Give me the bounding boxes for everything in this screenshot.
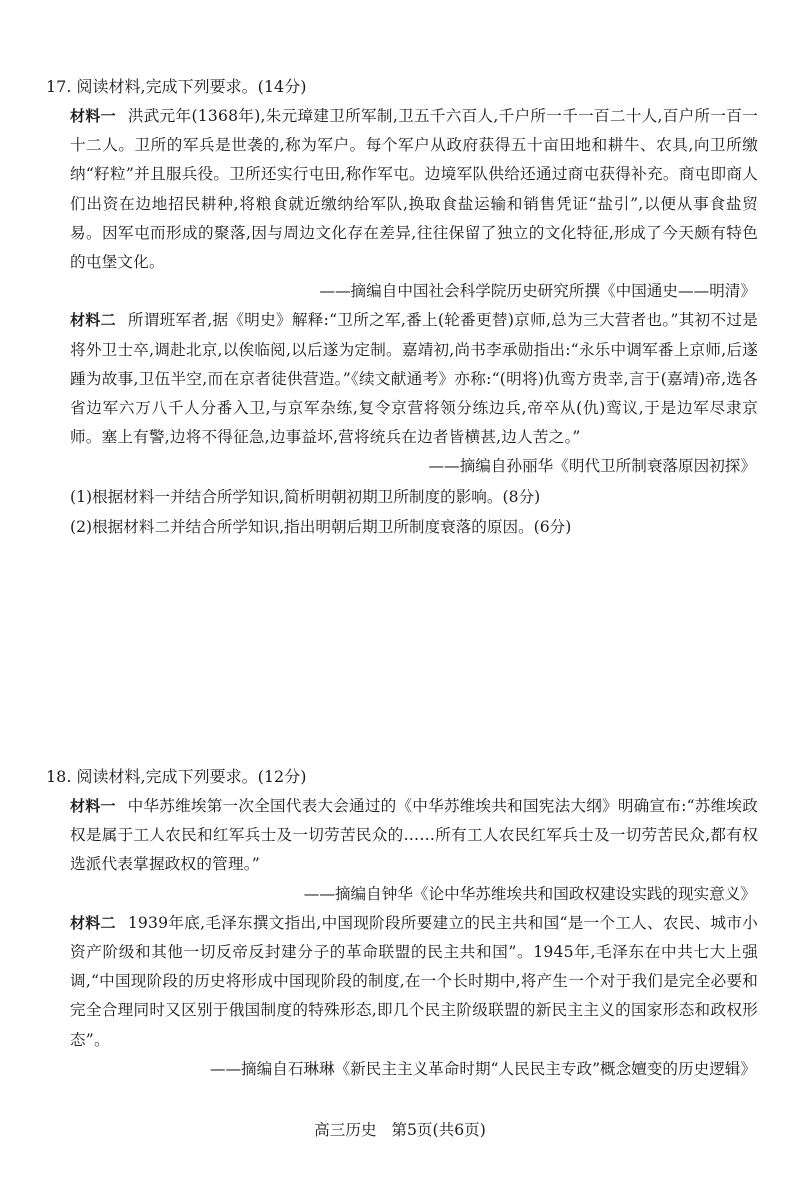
q18-material-1-source: ——摘编自钟华《论中华苏维埃共和国政权建设实践的现实意义》 — [303, 884, 756, 903]
q17-material-1-label: 材料一 — [70, 107, 116, 125]
q18-material-1-text: 中华苏维埃第一次全国代表大会通过的《中华苏维埃共和国宪法大纲》明确宣布:“苏维埃政权是属于工人农民和红军兵士及一切劳苦民众的……所有工人农民红军兵士及一切劳苦民众,都有权选派代表掌握政权的管理。” — [70, 797, 758, 874]
q18-material-2-source: ——摘编自石琳琳《新民主主义革命时期“人民民主专政”概念嬗变的历史逻辑》 — [209, 1059, 756, 1078]
q18-material-2-label: 材料二 — [70, 913, 116, 932]
q17-material-2-label: 材料二 — [70, 311, 116, 330]
q17-material-1-text: 洪武元年(1368年),朱元璋建卫所军制,卫五千六百人,千户所一千一百二十人,百户所一百一十二人。卫所的军兵是世袭的,称为军户。每个军户从政府获得五十亩田地和耕牛、农具,向卫所缴纳“籽粒”并且服兵役。卫所还实行屯田,称作军屯。边境军队供给还通过商屯获得补充。商屯即商人们出资在边地招民耕种,将粮食就近缴纳给军队,换取食盐运输和销售凭证“盐引”,以便从事食盐贸易。因军屯而形成的聚落,因与周边文化存在差异,往往保留了独立的文化特征,形成了今天颇有特色的屯堡文化。 — [70, 107, 758, 272]
question-18-title: 18. 阅读材料,完成下列要求。(12分) — [46, 767, 307, 786]
q17-material-1-source: ——摘编自中国社会科学院历史研究所撰《中国通史——明清》 — [319, 282, 756, 301]
question-17 — [48, 72, 758, 542]
q17-material-2 — [48, 306, 758, 452]
page-footer: 高三历史 第5页(共6页) — [314, 1121, 486, 1139]
question-18 — [48, 762, 758, 1084]
q18-material-2 — [48, 909, 758, 1055]
q17-material-2-text: 所谓班军者,据《明史》解释:“卫所之军,番上(轮番更替)京师,总为三大营者也。”其初不过是将外卫士卒,调赴北京,以俟临阅,以后遂为定制。嘉靖初,尚书李承勋指出:“永乐中调军番上京师,后遂踵为故事,卫伍半空,而在京者徒供营造。”《续文献通考》亦称:“(明将)仇鸾方贵幸,言于(嘉靖)帝,选各省边军六万八千人分番入卫,与京军杂练,复令京营将领分练边兵,帝卒从(仇)鸾议,于是边军尽隶京师。塞上有警,边将不得征急,边事益坏,营将统兵在边者皆横甚,边人苦之。” — [70, 311, 759, 447]
q17-material-1 — [48, 102, 758, 277]
q18-material-1-label: 材料一 — [70, 797, 116, 815]
question-17-title: 17. 阅读材料,完成下列要求。(14分) — [46, 77, 307, 96]
q17-material-2-source: ——摘编自孙丽华《明代卫所制衰落原因初探》 — [428, 457, 756, 476]
q18-material-2-text: 1939年底,毛泽东撰文指出,中国现阶段所要建立的民主共和国“是一个工人、农民、城市小资产阶级和其他一切反帝反封建分子的革命联盟的民主共和国”。1945年,毛泽东在中共七大上强调,“中国现阶段的历史将形成中国现阶段的制度,在一个长时期中,将产生一个对于我们是完全必要和完全合理同时又区别于俄国制度的特殊形态,即几个民主阶级联盟的新民主主义的国家形态和政权形态”。 — [70, 913, 758, 1049]
q17-subquestion-1: (1)根据材料一并结合所学知识,简析明朝初期卫所制度的影响。(8分) — [70, 487, 541, 506]
q18-material-1 — [48, 792, 758, 880]
q17-subquestion-2: (2)根据材料二并结合所学知识,指出明朝后期卫所制度衰落的原因。(6分) — [70, 517, 572, 536]
